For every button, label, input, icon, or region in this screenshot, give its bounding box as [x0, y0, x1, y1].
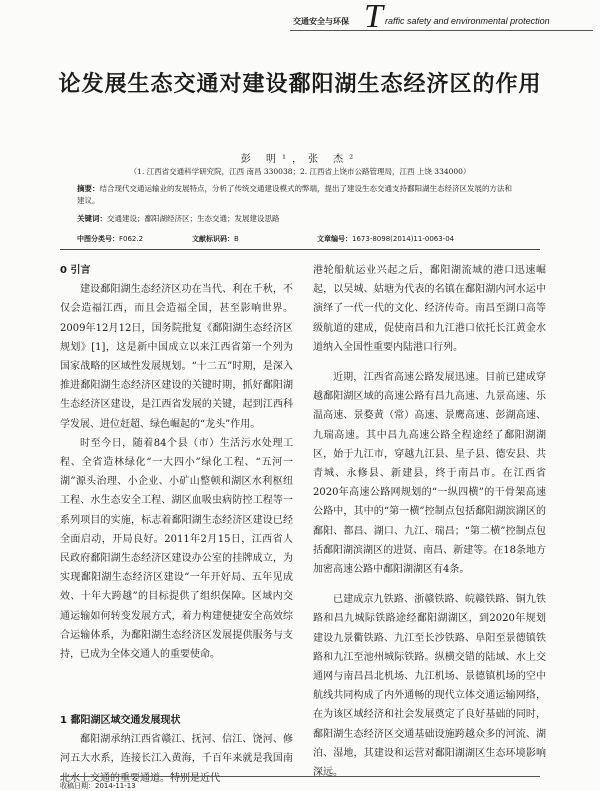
footnote — [60, 781, 540, 791]
journal-name-cn: 交通安全与环保 — [293, 17, 349, 26]
paragraph: 时至今日，随着84个县（市）生活污水处理工程、全省造林绿化“一大四小”绿化工程、“五河一湖”源头治理、小企业、小矿山整顿和湖区水利枢纽工程、水生态安全工程、湖区血吸虫病防控工程等一系列项目的实施，标志着鄱阳湖生态经济区建设已经全面启动，开局良好。2011年2月15日，江西省人民政府鄱阳湖生态经济区建设办公室的挂牌成立，为实现鄱阳湖生态经济区建设“一年开好局、五年见成效、十年大跨越”的目标提供了组织保障。区域内交通运输如何转变发展方式，着力构建便捷安全高效综合运输体系，为鄱阳湖生态经济区发展提供服务与支持，已成为全体交通人的重要使命。 — [60, 437, 293, 661]
abstract-label: 摘要： — [77, 184, 100, 193]
paragraph: 港轮船航运业兴起之后，鄱阳湖流域的港口迅速崛起，以吴城、姑塘为代表的名镇在鄱阳湖内河水运中演绎了一代一代的文化、经济传奇。南昌至湖口高等级航道的建成，促使南昌和九江港口依托长江黄金水道纳入全国性重要内陆港口行列。 — [313, 265, 546, 353]
affiliation: （1. 江西省交通科学研究院，江西 南昌 330038；2. 江西省上饶市公路管理局，江西 上饶 334000） — [129, 167, 471, 176]
abstract-text: 结合现代交通运输业的发展特点，分析了传统交通建设模式的弊端，提出了建设生态交通支持鄱阳湖生态经济区发展的方法和建议。 — [77, 184, 512, 205]
paragraph: 已建成京九铁路、浙赣铁路、皖赣铁路、铜九铁路和昌九城际铁路途经鄱阳湖湖区，到2020年规划建设九景衢铁路、九江至长沙铁路、阜阳至景德镇铁路和九江至池州城际铁路。纵横交错的陆域、水上交通网与南昌昌北机场、九江机场、景德镇机场的空中航线共同构成了内外通畅的现代立体交通运输网络，在为该区域经济和社会发展奠定了良好基础的同时，鄱阳湖生态经济区交通基础设施跨越众多的河流、湖泊、湿地，其建设和运营对鄱阳湖湖区生态环境影响深远。 — [313, 594, 546, 779]
keywords-text: 交通建设；鄱阳湖经济区；生态交通；发展建设思路 — [107, 214, 280, 223]
abstract — [77, 183, 517, 207]
keywords-label: 关键词： — [77, 214, 107, 223]
running-header — [0, 0, 600, 35]
section-heading-intro: 0 引言 — [60, 265, 91, 276]
abstract-divider — [60, 249, 540, 250]
keywords — [77, 213, 517, 224]
article-title: 论发展生态交通对建设鄱阳湖生态经济区的作用 — [58, 72, 542, 97]
clc-number: 中图分类号：F062.2 — [77, 235, 144, 243]
paragraph: 建设鄱阳湖生态经济区功在当代、利在千秋，不仅会造福江西，而且会造福全国，甚至影响世界。2009年12月12日，国务院批复《鄱阳湖生态经济区规划》[1]，这是新中国成立以来江西省第一个列为国家战略的区域性发展规划。“十二五”时期，是深入推进鄱阳湖生态经济区建设的关键时期，抓好鄱阳湖生态经济区建设，是江西省发展的关键，起到江西科学发展、进位赶超、绿色崛起的“龙头”作用。 — [60, 284, 293, 430]
section-heading-status: 1 鄱阳湖区域交通发展现状 — [60, 715, 181, 726]
received-date: 收稿日期：2014-11-13 — [60, 782, 136, 790]
footnote-rule — [60, 776, 540, 777]
paragraph: 鄱阳湖承纳江西省赣江、抚河、信江、饶河、修河五大水系，连接长江入黄海，千百年来就是我国南北水上交通的重要通道。特别是近代 — [60, 734, 293, 784]
header-rule — [290, 30, 593, 31]
right-column — [313, 261, 546, 782]
paragraph: 近期，江西省高速公路发展迅速。目前已建成穿越鄱阳湖区域的高速公路有昌九高速、九景高速、乐温高速、景婺黄（常）高速、景鹰高速、彭湖高速、九瑞高速。其中昌九高速公路全程途经了鄱阳湖湖区，始于九江市，穿越九江县、星子县、德安县、共青城、永修县、新建县，终于南昌市。在江西省2020年高速公路网规划的“一纵四横”的干骨架高速公路中，其中的“第一横”控制点包括鄱阳湖滨湖区的鄱阳、都昌、湖口、九江、瑞昌；“第二横”控制点包括鄱阳湖滨湖区的进贤、南昌、新建等。在18条地方加密高速公路中鄱阳湖湖区有4条。 — [313, 372, 546, 576]
journal-name-en: raffic safety and environmental protection — [385, 16, 550, 26]
article-number: 文章编号：1673-8098(2014)11-0063-04 — [317, 235, 455, 243]
journal-logo-letter: T — [364, 0, 383, 35]
document-code: 文献标识码：B — [192, 235, 239, 243]
left-column — [60, 261, 293, 664]
authors: 彭 明¹，张 杰² — [240, 154, 360, 165]
